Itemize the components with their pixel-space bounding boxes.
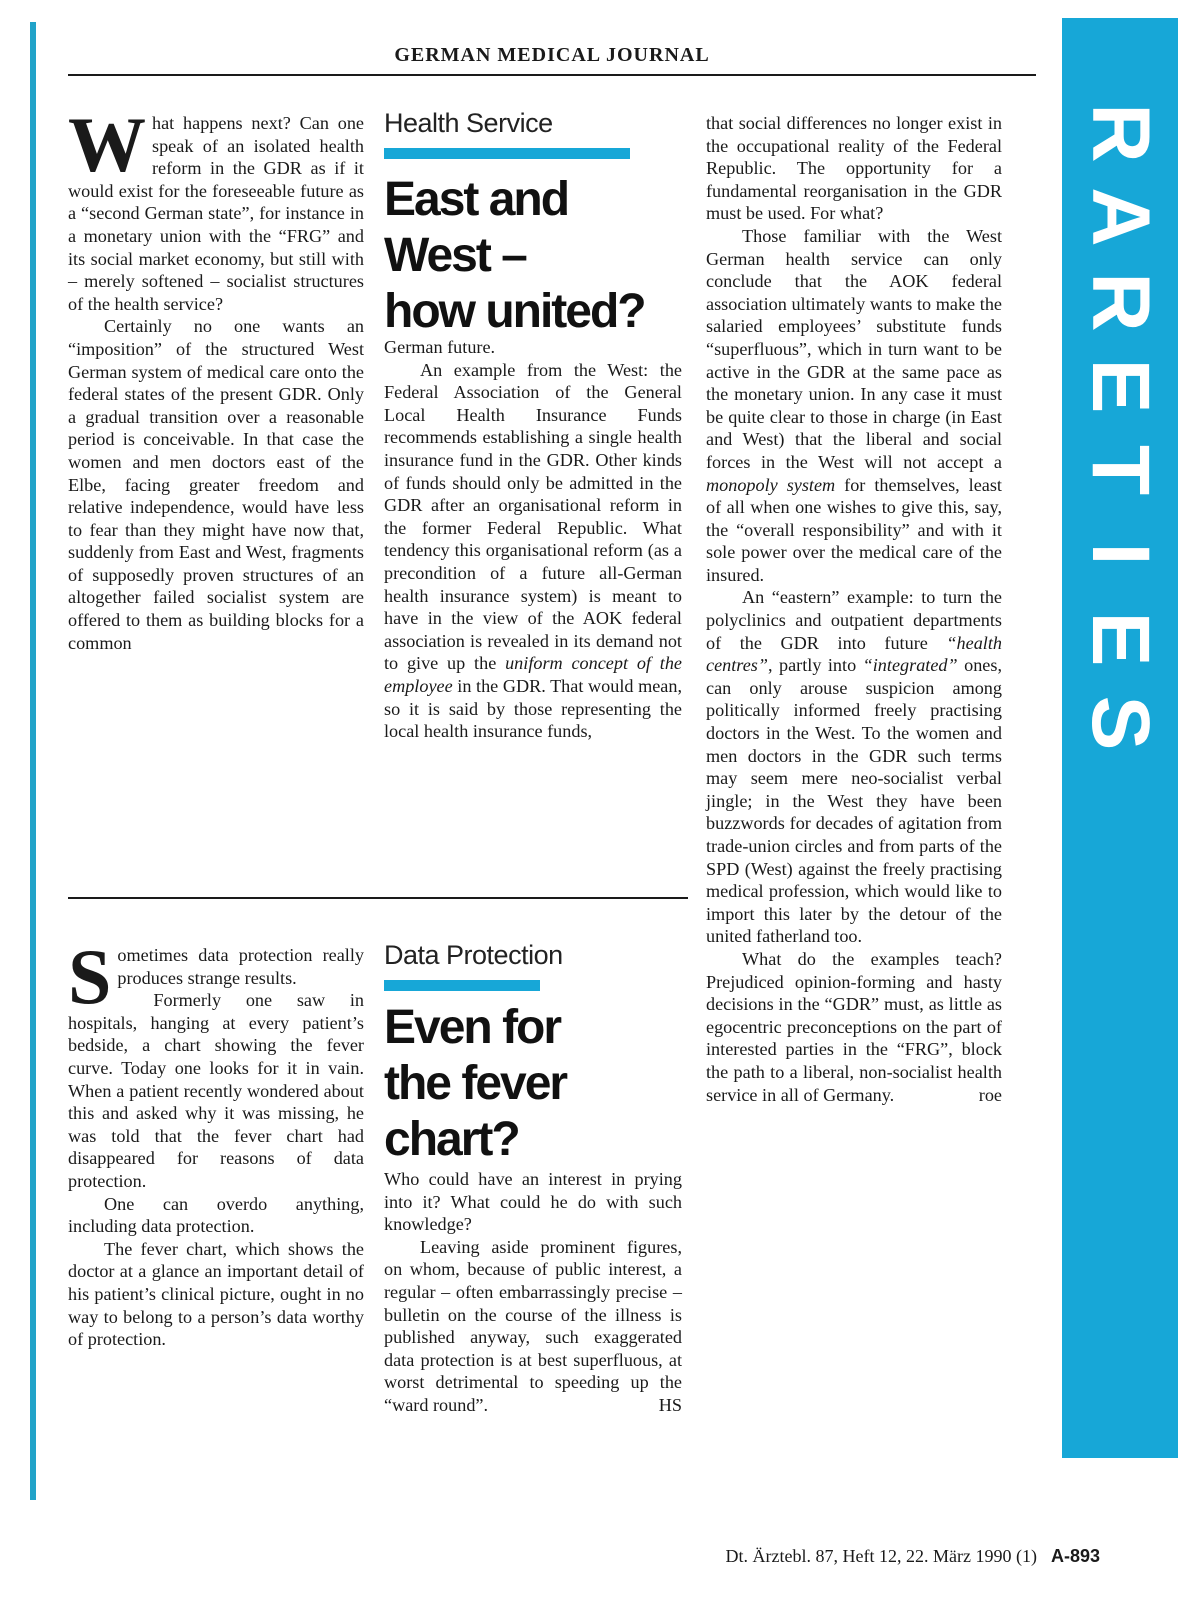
dropcap: S xyxy=(68,933,112,1020)
article2-paragraph: “ward round”. xyxy=(384,1394,489,1415)
side-band-letter: S xyxy=(1075,695,1166,751)
article2-kicker: Data Protection xyxy=(384,940,563,970)
journal-citation: Dt. Ärztebl. 87, Heft 12, 22. März 1990 (1) xyxy=(725,1546,1037,1566)
headline-line: Even for xyxy=(384,1001,561,1054)
side-band-letter: I xyxy=(1075,543,1166,566)
article1-paragraph: Certainly no one wants an “imposition” of the structured West German system of medical care onto the federal states of the present GDR. Only a gradual transition over a reasonable period is conceivable. In that case the women and men doctors east of the Elbe, facing greater freedom and relative independence, would have less to fear than they might have now that, suddenly from East and West, fragments of supposedly proven structures of an altogether failed socialist system are offered to them as building blocks for a common xyxy=(68,316,364,653)
headline-line: East and West – xyxy=(384,173,569,282)
article2-paragraph: One can overdo anything, including data protection. xyxy=(68,1193,364,1237)
article1-paragraph: for themselves, least of all when one wishes to give this, say, the “overall responsibility” and with it sole power over the medical care of the insured. xyxy=(706,474,1002,585)
article2-paragraph: The fever chart, which shows the doctor at a glance an important detail of his patient’s clinical picture, ought in no way to belong to a person’s data worthy of protection. xyxy=(68,1238,364,1350)
side-band-lettering xyxy=(1075,98,1166,758)
article2-column-1 xyxy=(68,933,364,1351)
article2-paragraph: Formerly one saw in hospitals, hanging at every patient’s bedside, a chart showing the fever curve. Today one looks for it in vain. When a patient recently wondered about this and asked why it was missing, he was told that the fever chart had disappeared for reasons of data protection. xyxy=(68,990,364,1191)
author-signature: HS xyxy=(658,1394,682,1415)
article1-paragraph: An “eastern” example: to turn the polyclinics and outpatient departments of the GDR into future xyxy=(706,587,1002,653)
article1-paragraph: said by those representing the local health insurance funds, xyxy=(384,698,682,742)
headline-line: the fever chart? xyxy=(384,1057,567,1166)
article1-paragraph: ones, can only arouse suspicion among politically informed freely practising doctors in the West. To the women and men doctors in the GDR such terms may seem mere neo-socialist verbal jingle; in the West they have been buzzwords for decades of agitation from trade-union circles and from parts of the SPD (West) against the freely practising medical profession, which would like to import this later by the detour of the united fatherland too. xyxy=(706,655,1002,947)
italic-term: “integrated” xyxy=(862,655,958,676)
article1-column-2 xyxy=(384,336,682,743)
article1-paragraph: An example from the West: the Federal Association of the General Local Health Insurance Funds recommends establishing a single health insurance fund in the GDR. Other kinds of funds should only be admitted in the GDR after an organisational reform in the former Federal Republic. What tendency this organisational reform (as a precondition of a future all-German health insurance system) is meant to have in the view of the AOK federal association is revealed in its demand not to give up the xyxy=(384,359,682,674)
article2-paragraph: ometimes data protection really produces strange results. xyxy=(117,945,364,988)
article1-headline xyxy=(384,172,684,340)
article2-column-2 xyxy=(384,1168,682,1417)
article1-kicker: Health Service xyxy=(384,108,553,138)
side-band-letter: E xyxy=(1075,358,1166,414)
side-band-letter: R xyxy=(1075,271,1166,332)
article2-paragraph: Who could have an interest in prying into it? What could he do with such knowledge? xyxy=(384,1169,682,1235)
article1-kicker-bar xyxy=(384,148,630,159)
article1-paragraph: , partly into xyxy=(767,655,857,676)
article2-kicker-bar xyxy=(384,980,540,991)
article2-paragraph: Leaving aside prominent figures, on whom, because of public interest, a regular – often embarrassingly precise – bulletin on the course of the illness is published anyway, such exaggerated data protection is at best superfluous, at worst detrimental to speeding up the xyxy=(384,1236,682,1393)
italic-term: uniform concept of the employee xyxy=(384,653,682,696)
masthead-rule xyxy=(68,74,1036,76)
left-accent-rule xyxy=(30,22,36,1500)
article1-column-1 xyxy=(68,101,364,654)
article1-paragraph: in the GDR. That would mean, so it is xyxy=(384,675,683,719)
side-band-letter: R xyxy=(1075,103,1166,163)
headline-line: how united? xyxy=(384,285,645,338)
masthead: GERMAN MEDICAL JOURNAL xyxy=(394,44,710,66)
italic-term: “health centres” xyxy=(706,632,1002,676)
dropcap: W xyxy=(68,101,146,188)
article2-headline xyxy=(384,1000,684,1168)
side-band-letter: E xyxy=(1075,611,1166,667)
article1-column-3 xyxy=(706,112,1002,1106)
side-band-letter: A xyxy=(1075,187,1166,247)
article1-paragraph: What do the examples teach? Prejudiced opinion-forming and hasty decisions in the “GDR” must, as little as egocentric preconceptions on the part of interested parties in the “FRG”, block the path to a liberal, non-socialist health service in all of Germany. xyxy=(706,948,1002,1105)
article1-paragraph: hat happens next? Can one speak of an isolated health reform in the GDR as if it would exist for the foreseeable future as a “second German state”, for instance in a monetary union with the “FRG” and its social market economy, but still with – merely softened – socialist structures of the health service? xyxy=(68,113,364,314)
article1-paragraph: that social differences no longer exist in the occupational reality of the Federal Republic. The opportunity for a fundamental reorganisation in the GDR must be used. For what? xyxy=(706,113,1002,224)
side-band-letter: T xyxy=(1075,445,1166,496)
article1-paragraph: Those familiar with the West German health service can only conclude that the AOK federal association ultimately wants to make the salaried employees’ substitute funds “superfluous”, which in turn want to be active in the GDR at the same pace as the monetary union. In any case it must be quite clear to those in charge (in East and West) that the liberal and social forces in the West will not accept a xyxy=(706,225,1002,472)
article-divider-rule xyxy=(68,897,688,899)
page-footer xyxy=(560,1546,1100,1567)
author-signature: roe xyxy=(978,1084,1002,1105)
article1-paragraph: German future. xyxy=(384,337,496,357)
italic-term: monopoly system xyxy=(706,474,836,495)
page-number: A-893 xyxy=(1050,1546,1100,1566)
